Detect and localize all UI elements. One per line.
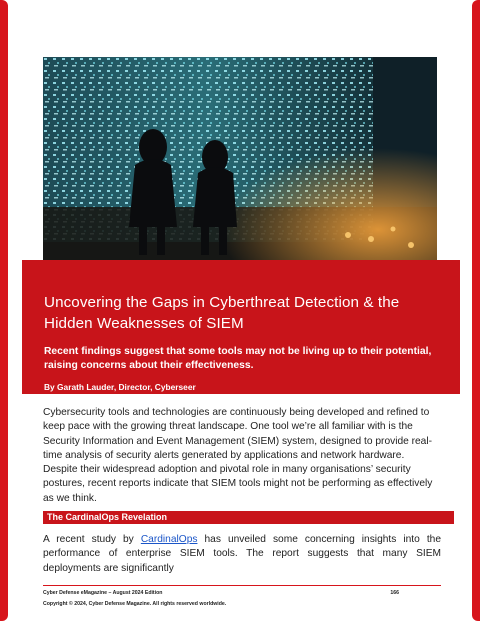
section-text-end: has unveiled some concerning insights into the performance of enterprise SIEM tools. The report suggests that many SIEM deployments are significantly bbox=[43, 534, 441, 574]
hero-image bbox=[43, 57, 437, 260]
left-page-edge bbox=[0, 0, 8, 621]
title-banner bbox=[22, 260, 460, 394]
article-title: Uncovering the Gaps in Cyberthreat Detection & the Hidden Weaknesses of SIEM bbox=[44, 294, 400, 332]
section-heading: The CardinalOps Revelation bbox=[43, 511, 454, 524]
intro-paragraph: Cybersecurity tools and technologies are continuously being developed and refined to keep pace with the growing threat landscape. One tool we’re all familiar with is the Security Information and Event Management (SIEM) system, designed to provide real-time analysis of security alerts generated by applications and network hardware. Despite their widespread adoption and pivotal role in many organisations’ security postures, recent reports indicate that SIEM tools might not be performing as effectively as we think. bbox=[43, 407, 433, 504]
footer-publication: Cyber Defense eMagazine – August 2024 Edition bbox=[43, 590, 163, 596]
section-paragraph bbox=[43, 533, 441, 576]
footer-publication-line bbox=[43, 590, 399, 596]
article-subtitle: Recent findings suggest that some tools may not be living up to their potential, raising concerns about their effectiveness. bbox=[44, 346, 432, 371]
footer-copyright: Copyright © 2024, Cyber Defense Magazine. All rights reserved worldwide. bbox=[43, 601, 227, 607]
page-number: 166 bbox=[390, 590, 399, 596]
cardinalops-link[interactable]: CardinalOps bbox=[140, 534, 198, 545]
section-text-start: A recent study by bbox=[43, 534, 141, 545]
footer-divider bbox=[43, 585, 441, 586]
article-byline: By Garath Lauder, Director, Cyberseer bbox=[44, 382, 196, 392]
right-page-edge bbox=[472, 0, 480, 621]
